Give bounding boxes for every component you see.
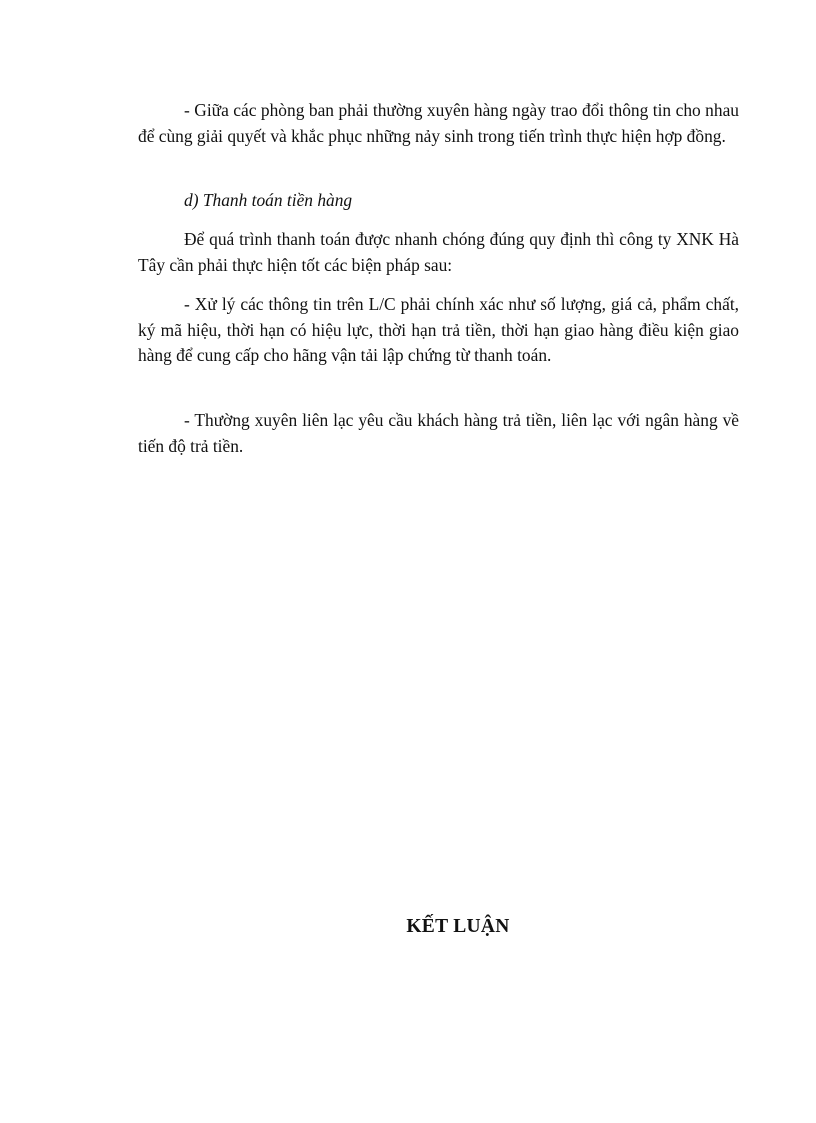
paragraph-contact-customers: - Thường xuyên liên lạc yêu cầu khách hàng trả tiền, liên lạc với ngân hàng về tiến độ trả tiền. [138,410,739,456]
paragraph-payment-intro: Để quá trình thanh toán được nhanh chóng đúng quy định thì công ty XNK Hà Tây cần phải thực hiện tốt các biện pháp sau: [138,229,739,275]
conclusion-heading: KẾT LUẬN [406,916,510,937]
paragraph-lc-processing: - Xử lý các thông tin trên L/C phải chính xác như số lượng, giá cả, phẩm chất, ký mã hiệu, thời hạn có hiệu lực, thời hạn trả tiền, thời hạn giao hàng điều kiện giao hàng để cung cấp cho hãng vận tải lập chứng từ thanh toán. [138,294,739,366]
paragraph-departments-coordination: - Giữa các phòng ban phải thường xuyên hàng ngày trao đổi thông tin cho nhau để cùng giải quyết và khắc phục những nảy sinh trong tiến trình thực hiện hợp đồng. [138,100,739,146]
subheading-payment: d) Thanh toán tiền hàng [184,190,353,210]
